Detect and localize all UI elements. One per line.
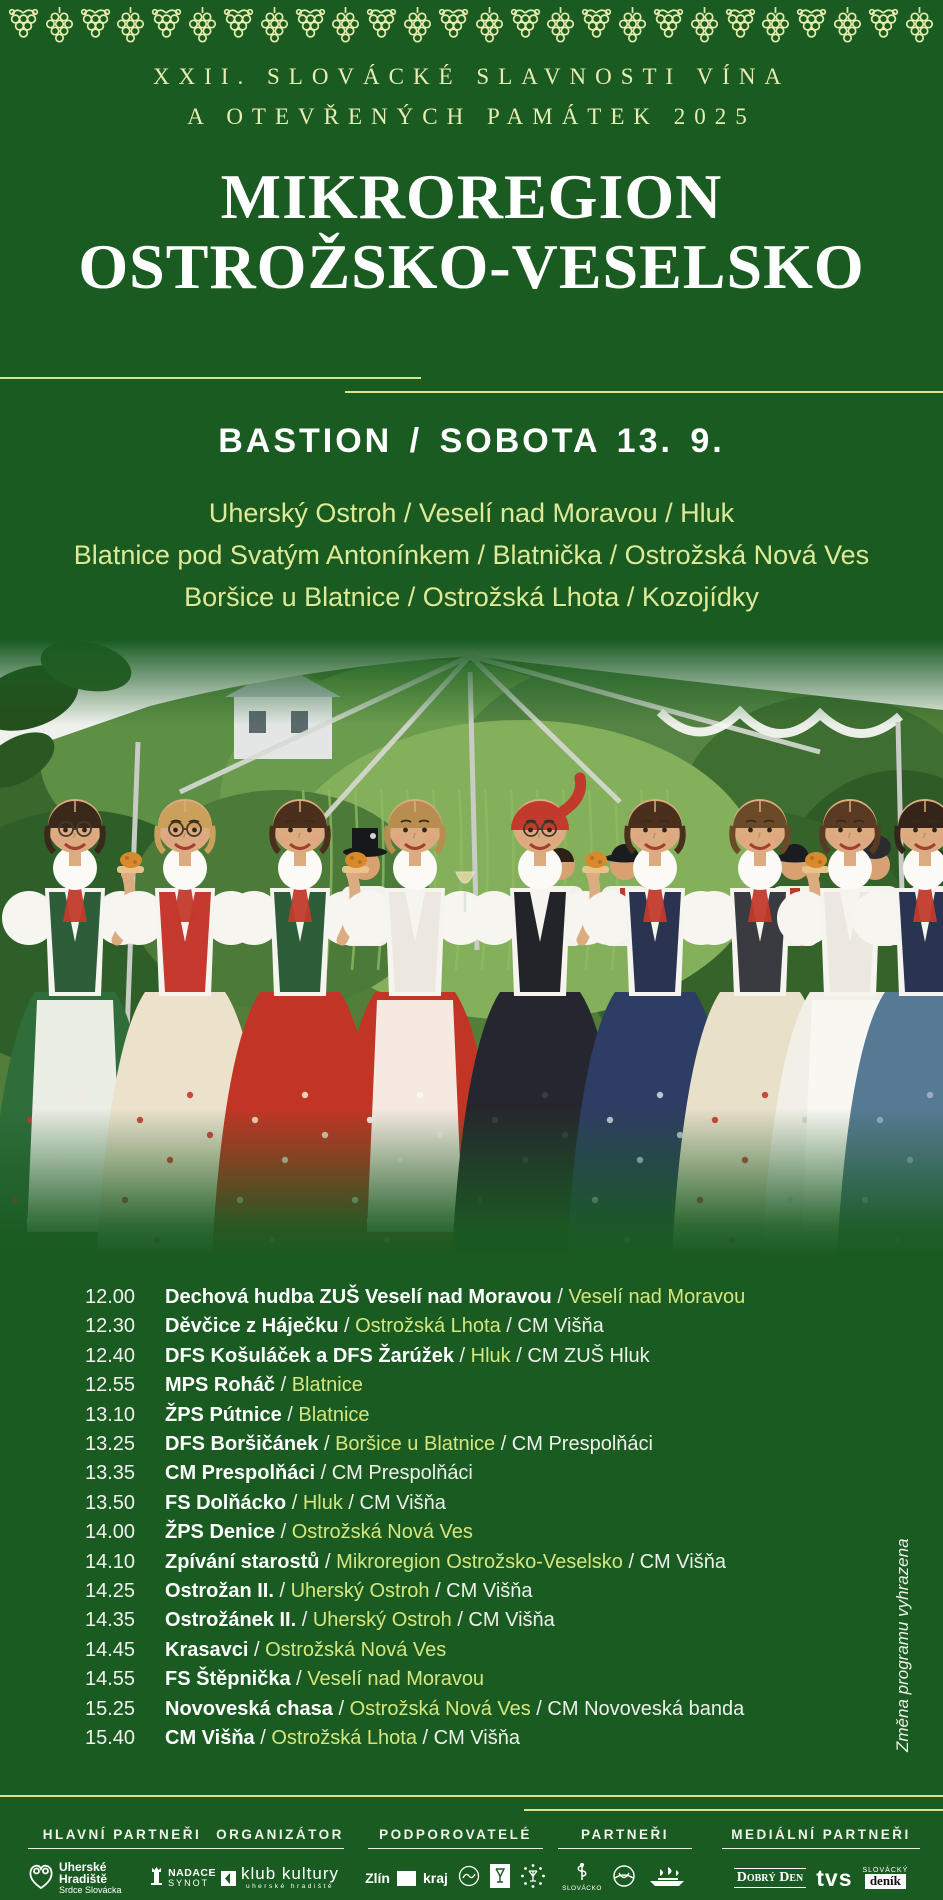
logo-text: klub kultury	[241, 1864, 339, 1884]
schedule-band: / CM Višňa	[342, 1491, 446, 1514]
venue-date: BASTION / SOBOTA 13. 9.	[218, 422, 725, 460]
schedule-band: / CM Višňa	[451, 1609, 555, 1632]
schedule-row	[85, 1430, 903, 1459]
schedule-location: Boršice u Blatnice	[335, 1433, 496, 1456]
grape-icon	[295, 5, 326, 45]
grape-icon	[474, 5, 505, 45]
footer-section-title: PARTNEŘI	[558, 1827, 692, 1849]
schedule-time: 14.55	[85, 1668, 136, 1691]
logo-slovacko	[562, 1863, 602, 1894]
schedule-performer: Novoveská chasa	[165, 1697, 333, 1720]
grape-icon	[617, 5, 648, 45]
program-change-note: Změna programu vyhrazena	[893, 1538, 912, 1752]
schedule-location: Ostrožská Nová Ves	[265, 1638, 447, 1661]
schedule-performer: FS Dolňácko	[165, 1491, 287, 1514]
schedule-location: Ostrožská Nová Ves	[349, 1697, 531, 1720]
schedule-time: 14.25	[85, 1580, 136, 1603]
schedule-row	[85, 1371, 903, 1400]
schedule-separator: /	[290, 1668, 308, 1691]
schedule-location: Ostrožská Lhota	[355, 1315, 501, 1338]
logo-text: SLOVÁCKÝ	[862, 1867, 909, 1874]
schedule-time: 15.40	[85, 1727, 136, 1750]
footer-section-title: PODPOROVATELÉ	[368, 1827, 543, 1849]
poster-title-line-1: MIKROREGION	[220, 161, 723, 232]
round-stamp-icon	[458, 1865, 480, 1892]
schedule-separator: /	[286, 1491, 303, 1514]
schedule-location: Blatnice	[291, 1374, 363, 1397]
grape-icon	[402, 5, 433, 45]
schedule-row	[85, 1342, 903, 1371]
schedule-location: Blatnice	[298, 1403, 370, 1426]
schedule-separator: /	[332, 1697, 350, 1720]
schedule-row	[85, 1577, 903, 1606]
edition-line-2: A OTEVŘENÝCH PAMÁTEK 2025	[187, 104, 756, 129]
schedule-time: 12.40	[85, 1344, 136, 1367]
schedule-separator: /	[281, 1403, 299, 1426]
schedule-separator: / CM Prespolňáci	[315, 1462, 473, 1485]
schedule-separator: /	[453, 1344, 471, 1367]
schedule-performer: Dechová hudba ZUŠ Veselí nad Moravou	[165, 1286, 552, 1308]
logo-nadace-synot	[150, 1866, 216, 1891]
schedule-row	[85, 1665, 903, 1694]
grape-icon	[545, 5, 576, 45]
festival-photo	[0, 640, 943, 1255]
grape-icon	[868, 5, 899, 45]
schedule-performer: MPS Roháč	[165, 1374, 276, 1397]
villages-line-1: Uherský Ostroh / Veselí nad Moravou / Hluk	[208, 498, 735, 528]
edition-line-1: XXII. SLOVÁCKÉ SLAVNOSTI VÍNA	[152, 64, 791, 89]
schedule-separator: /	[275, 1374, 292, 1397]
wine-seal-icon	[490, 1864, 510, 1893]
grape-icon	[366, 5, 397, 45]
footer-section-title: ORGANIZÁTOR	[216, 1827, 344, 1849]
schedule-performer: Ostrožan II.	[165, 1580, 274, 1603]
schedule-performer: Krasavci	[165, 1638, 249, 1661]
globe-leaf-icon	[612, 1864, 636, 1893]
logo-text: Zlín	[365, 1870, 390, 1886]
logo-text: kraj	[422, 1870, 448, 1886]
logo-text: uherské hradiště	[245, 1883, 335, 1891]
schedule-time: 12.00	[85, 1286, 136, 1308]
schedule-time: 12.30	[85, 1315, 136, 1338]
schedule-separator: /	[318, 1433, 336, 1456]
schedule-performer: CM Prespolňáci	[165, 1462, 316, 1485]
tower-icon	[150, 1866, 163, 1891]
footer-divider-full	[0, 1795, 943, 1797]
footer-organizer	[216, 1827, 344, 1899]
schedule-time: 13.25	[85, 1433, 136, 1456]
logo-dobry-den: Dobrý Den	[734, 1868, 807, 1888]
dotted-ornament-icon	[520, 1863, 546, 1894]
schedule-row	[85, 1548, 903, 1577]
schedule-separator: /	[551, 1286, 569, 1308]
schedule-location: Uherský Ostroh	[290, 1580, 430, 1603]
grape-icon	[8, 5, 39, 45]
schedule-row	[85, 1606, 903, 1635]
zlin-box-icon	[397, 1871, 416, 1886]
logo-uherske-hradiste	[28, 1861, 140, 1896]
schedule-list	[85, 1283, 903, 1754]
footer-section-title: HLAVNÍ PARTNEŘI	[28, 1827, 216, 1849]
grape-icon	[832, 5, 863, 45]
schedule-performer: CM Višňa	[165, 1727, 255, 1750]
schedule-band: / CM Višňa	[429, 1580, 533, 1603]
schedule-separator: /	[319, 1550, 337, 1573]
footer-main-partners	[28, 1827, 216, 1899]
schedule-band: / CM Višňa	[500, 1315, 604, 1338]
logo-text: Srdce Slovácka	[59, 1884, 122, 1895]
grape-icon	[760, 5, 791, 45]
schedule-performer: ŽPS Denice	[165, 1521, 276, 1544]
logo-text: NADACE	[168, 1866, 216, 1879]
schedule-location: Uherský Ostroh	[312, 1609, 452, 1632]
schedule-time: 13.35	[85, 1462, 136, 1485]
grape-icon	[725, 5, 756, 45]
logo-slovacky-denik	[863, 1867, 909, 1889]
grape-icon	[187, 5, 218, 45]
schedule-separator: /	[254, 1727, 272, 1750]
logo-text: deník	[865, 1874, 906, 1889]
schedule-separator: /	[275, 1521, 292, 1544]
logo-text: SYNOT	[168, 1877, 210, 1888]
schedule-time: 14.45	[85, 1638, 136, 1661]
schedule-separator: /	[248, 1638, 266, 1661]
schedule-location: Ostrožská Nová Ves	[291, 1521, 473, 1544]
schedule-location: Hluk	[302, 1491, 343, 1514]
schedule-performer: Děvčice z Háječku	[165, 1315, 339, 1338]
schedule-location: Veselí nad Moravou	[307, 1668, 485, 1691]
grape-icon	[438, 5, 469, 45]
grape-icon	[904, 5, 935, 45]
logo-text: Uherské Hradiště	[59, 1859, 108, 1887]
schedule-band: / CM Višňa	[416, 1727, 520, 1750]
logo-klub-kultury	[221, 1865, 339, 1891]
poster-title-line-2: OSTROŽSKO-VESELSKO	[78, 231, 865, 302]
schedule-time: 14.35	[85, 1609, 136, 1632]
schedule-row	[85, 1283, 903, 1312]
schedule-performer: Ostrožánek II.	[165, 1609, 297, 1632]
ship-icon	[646, 1865, 688, 1892]
schedule-location: Veselí nad Moravou	[568, 1286, 746, 1308]
schedule-band: / CM Višňa	[622, 1550, 726, 1573]
schedule-performer: ŽPS Pútnice	[165, 1403, 282, 1426]
schedule-separator: /	[296, 1609, 313, 1632]
schedule-time: 15.25	[85, 1697, 136, 1720]
schedule-band: / CM ZUŠ Hluk	[510, 1344, 650, 1367]
footer-section-title: MEDIÁLNÍ PARTNEŘI	[722, 1827, 920, 1849]
schedule-performer: FS Štěpnička	[165, 1668, 291, 1691]
grape-icon	[510, 5, 541, 45]
grape-icon	[653, 5, 684, 45]
schedule-performer: DFS Boršičánek	[165, 1433, 319, 1456]
grape-icon	[115, 5, 146, 45]
schedule-row	[85, 1489, 903, 1518]
schedule-time: 13.50	[85, 1491, 136, 1514]
logo-text: SLOVÁCKO	[562, 1885, 602, 1893]
schedule-row	[85, 1312, 903, 1341]
footer-partners	[558, 1827, 692, 1899]
schedule-time: 14.00	[85, 1521, 136, 1544]
schedule-time: 13.10	[85, 1403, 136, 1426]
grape-icon	[689, 5, 720, 45]
schedule-location: Mikroregion Ostrožsko-Veselsko	[336, 1550, 623, 1573]
schedule-row	[85, 1518, 903, 1547]
grape-icon	[44, 5, 75, 45]
divider-line-left	[0, 377, 421, 379]
schedule-performer: DFS Košuláček a DFS Žarúžek	[165, 1344, 454, 1367]
schedule-performer: Zpívání starostů	[165, 1550, 320, 1573]
logo-tvs: tvs	[816, 1864, 853, 1891]
schedule-location: Ostrožská Lhota	[271, 1727, 417, 1750]
grape-icon	[151, 5, 182, 45]
heart-icon	[28, 1861, 54, 1896]
schedule-row	[85, 1724, 903, 1753]
grape-icon	[581, 5, 612, 45]
grape-icon	[223, 5, 254, 45]
footer-supporters	[365, 1827, 543, 1899]
divider-line-right	[345, 391, 943, 393]
door-icon	[221, 1871, 236, 1891]
grape-icon	[259, 5, 290, 45]
caduceus-icon	[574, 1863, 590, 1886]
schedule-row	[85, 1695, 903, 1724]
footer-media-partners	[722, 1827, 920, 1899]
schedule-location: Hluk	[470, 1344, 511, 1367]
schedule-separator: /	[338, 1315, 356, 1338]
villages-line-2: Blatnice pod Svatým Antonínkem / Blatnička / Ostrožská Nová Ves	[73, 540, 870, 570]
schedule-row	[85, 1636, 903, 1665]
schedule-band: / CM Novoveská banda	[530, 1697, 745, 1720]
schedule-separator: /	[273, 1580, 291, 1603]
grape-ornament-border	[8, 5, 935, 49]
grape-icon	[80, 5, 111, 45]
grape-icon	[330, 5, 361, 45]
schedule-band: / CM Prespolňáci	[495, 1433, 653, 1456]
schedule-row	[85, 1401, 903, 1430]
schedule-time: 12.55	[85, 1374, 136, 1397]
schedule-time: 14.10	[85, 1550, 136, 1573]
schedule-row	[85, 1459, 903, 1488]
villages-line-3: Boršice u Blatnice / Ostrožská Lhota / Kozojídky	[184, 582, 759, 612]
footer-divider-right	[524, 1809, 943, 1811]
grape-icon	[796, 5, 827, 45]
logo-zlinsky-kraj	[365, 1870, 448, 1886]
